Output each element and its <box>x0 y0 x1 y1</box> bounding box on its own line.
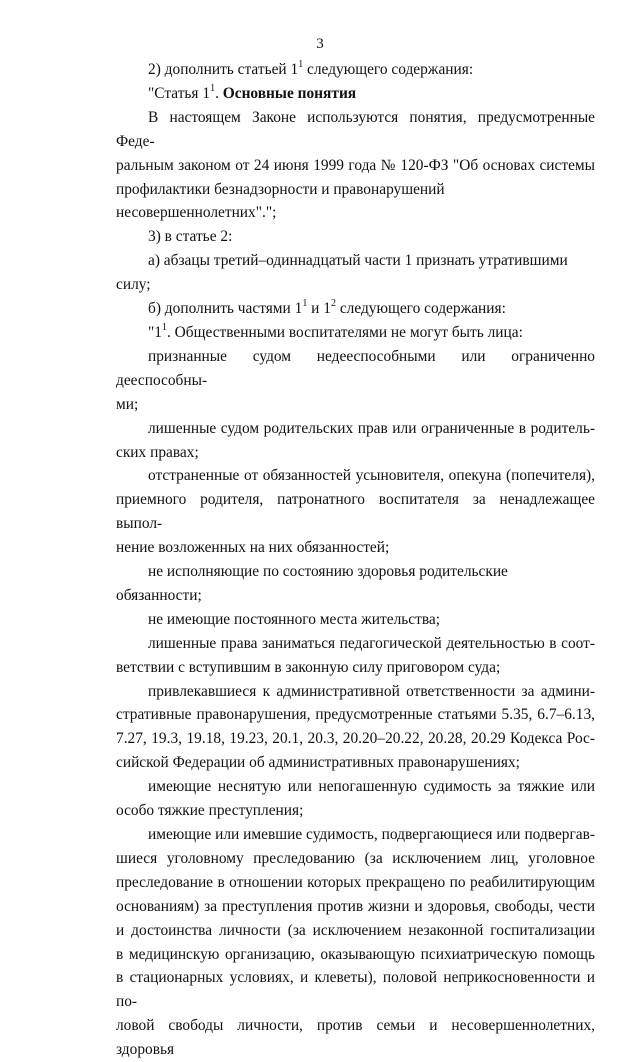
text-line: привлекавшиеся к административной ответственности за админи- <box>148 682 595 700</box>
text-line: стративные правонарушения, предусмотренные статьями 5.35, 6.7–6.13, <box>116 706 595 724</box>
text-line: в стационарных условиях, и клеветы), половой неприкосновенности и по- <box>116 969 595 1011</box>
text-line: В настоящем Законе используются понятия, предусмотренные Феде- <box>116 108 595 150</box>
text-span: 2) дополнить статьей 1 <box>148 61 299 78</box>
superscript: 1 <box>210 82 216 94</box>
text-line: ральным законом от 24 июня 1999 года № 120-ФЗ "Об основах системы <box>116 156 595 174</box>
text-line: 7.27, 19.3, 19.18, 19.23, 20.1, 20.3, 20.20–20.22, 20.28, 20.29 Кодекса Рос- <box>116 730 595 748</box>
text-line: ми; <box>116 395 139 413</box>
text-line: ветствии с вступившим в законную силу приговором суда; <box>116 658 501 676</box>
text-span: следующего содержания: <box>335 300 506 318</box>
superscript: 2 <box>330 297 336 309</box>
document-body <box>116 58 595 1062</box>
text-line: приемного родителя, патронатного воспитателя за ненадлежащее выпол- <box>116 491 595 533</box>
text-line: лишенные судом родительских прав или ограниченные в родитель- <box>148 419 595 437</box>
text-line: шиеся уголовному преследованию (за исключением лиц, уголовное <box>116 849 595 867</box>
text-span: "Статья 1 <box>148 84 211 102</box>
superscript: 1 <box>302 297 308 309</box>
text-line: и достоинства личности (за исключением незаконной госпитализации <box>116 921 595 939</box>
article-heading <box>116 82 595 106</box>
text-line: а) абзацы третий–одиннадцатый части 1 признать утратившими силу; <box>116 252 568 294</box>
text-span: следующего содержания: <box>303 61 474 78</box>
text-line: 3) в статье 2: <box>148 228 233 246</box>
text-span: . <box>215 84 223 102</box>
text-line <box>116 321 595 345</box>
page-number: 3 <box>316 36 324 52</box>
text-line: лишенные права заниматься педагогической деятельностью в соот- <box>148 634 595 652</box>
superscript: 1 <box>298 58 304 70</box>
text-line: не имеющие постоянного места жительства; <box>148 610 441 628</box>
text-line: профилактики безнадзорности и правонарушений несовершеннолетних"."; <box>116 180 445 222</box>
text-line: признанные судом недееспособными или ограниченно дееспособны- <box>116 347 595 389</box>
text-line: особо тяжкие преступления; <box>116 802 304 820</box>
text-line: отстраненные от обязанностей усыновителя, опекуна (попечителя), <box>148 467 595 485</box>
text-line: ловой свободы личности, против семьи и несовершеннолетних, здоровья <box>116 1017 595 1059</box>
text-line: в медицинскую организацию, оказывающую психиатрическую помощь <box>116 945 595 963</box>
text-line: имеющие неснятую или непогашенную судимость за тяжкие или <box>148 778 595 796</box>
text-span: б) дополнить частями 1 <box>148 300 303 318</box>
text-line: преследование в отношении которых прекращено по реабилитирующим <box>116 873 595 891</box>
text-line <box>116 297 595 321</box>
superscript: 1 <box>161 321 167 333</box>
text-span: и 1 <box>307 300 331 318</box>
text-line <box>116 58 595 82</box>
text-span: . Общественными воспитателями не могут быть лица: <box>166 323 523 341</box>
text-span: "1 <box>148 323 162 341</box>
text-line: нение возложенных на них обязанностей; <box>116 539 390 557</box>
article-title: Основные понятия <box>222 84 357 102</box>
text-line: сийской Федерации об административных правонарушениях; <box>116 754 520 772</box>
text-line: основаниям) за преступления против жизни и здоровья, свободы, чести <box>116 897 595 915</box>
text-line: ских правах; <box>116 443 199 461</box>
text-line: не исполняющие по состоянию здоровья родительские обязанности; <box>116 563 508 604</box>
text-line: имеющие или имевшие судимость, подвергающиеся или подвергав- <box>148 826 595 843</box>
